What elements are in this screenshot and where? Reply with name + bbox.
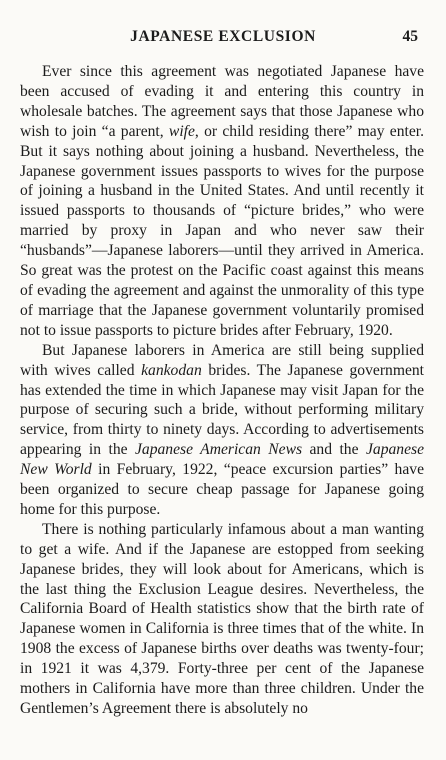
text-run: , or child residing there” may enter. But it says nothing about joining a husband. Nevertheless, the Japanese government issues passports to wives for the purpose of joining a husband in the United States. And until recently it issued passports to thousands of “picture brides,” who were married by proxy in Japan and who never saw their “husbands”—Japanese laborers—until they arrived in America. So great was the protest on the Pacific coast against this means of evading the agreement and against the unmorality of this type of marriage that the Japanese government voluntarily promised not to issue passports to picture brides after February, 1920. <box>20 122 424 339</box>
text-run: in February, 1922, “peace excursion parties” have been organized to secure cheap passage for Japanese going home for this purpose. <box>20 461 424 518</box>
text-run: There is nothing particularly infamous about a man wanting to get a wife. And if the Japanese are estopped from seeking Japanese brides, they will look about for Americans, which is the last thing the Exclusion League desires. Nevertheless, the California Board of Health statistics show that the birth rate of Japanese women in California is three times that of the white. In 1908 the excess of Japanese births over deaths was twenty-four; in 1921 it was 4,379. Forty-three per cent of the Japanese mothers in California have more than three children. Under the Gentlemen’s Agreement there is absolutely no <box>20 520 424 717</box>
paragraph-1 <box>20 62 424 341</box>
text-run: Ever since this agreement was negotiated Japanese have been accused of evading it and entering this country in wholesale batches. The agreement says that those Japanese who wish to join “a parent, <box>20 63 424 140</box>
body-text <box>20 62 424 719</box>
italic-text: kankodan <box>141 361 202 379</box>
running-head <box>0 28 446 48</box>
running-title: JAPANESE EXCLUSION <box>130 28 316 45</box>
paragraph-3 <box>20 520 424 719</box>
newspaper-title: Japanese New World <box>20 441 425 479</box>
page-number: 45 <box>402 28 418 45</box>
text-run: But Japanese laborers in America are still being supplied with wives called <box>20 341 424 379</box>
paragraph-2 <box>20 341 424 520</box>
italic-text: wife <box>168 122 195 140</box>
newspaper-title: Japanese American News <box>135 441 303 459</box>
text-run: and the <box>302 441 366 459</box>
text-run: brides. The Japanese government has extended the time in which Japanese may visit Japan for the purpose of securing such a bride, without performing military service, from thirty to ninety days. According to advertisements appearing in the <box>20 361 424 459</box>
